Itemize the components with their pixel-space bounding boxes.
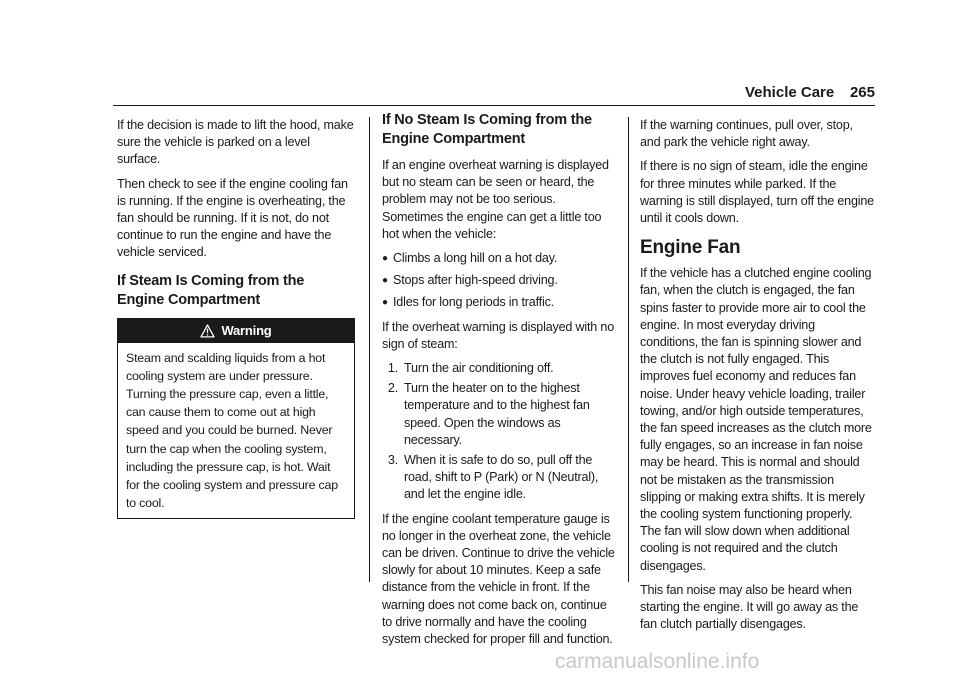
column-2 [382, 112, 618, 655]
section-heading: If No Steam Is Coming from the Engine Compartment [382, 112, 592, 147]
paragraph: If the warning continues, pull over, stop, and park the vehicle right away. [640, 118, 853, 150]
list-item: ● Stops after high-speed driving. [382, 272, 618, 289]
watermark: carmanualsonline.info [555, 650, 760, 673]
bullet-list [382, 250, 618, 312]
warning-header [118, 319, 354, 343]
paragraph: If the vehicle has a clutched engine cooling fan, when the clutch is engaged, the fan spins faster to provide more air to cool the engine. In most everyday driving conditions, the fan is spinning slower and the clutch is not fully engaged. This improves fuel economy and reduces fan noise. Under heavy vehicle loading, trailer towing, and/or high outside temperatures, the fan speed increases as the clutch more fully engages, so an increase in fan noise may be heard. This is normal and should not be mistaken as the transmission slipping or making extra shifts. It is merely the cooling system functioning properly. The fan will slow down when additional cooling is not required and the clutch disengages. [640, 266, 872, 573]
list-item: 3. When it is safe to do so, pull off the road, shift to P (Park) or N (Neutral), and let the engine idle. [387, 453, 599, 502]
paragraph: If there is no sign of steam, idle the engine for three minutes while parked. If the warning is still displayed, turn off the engine until it cools down. [640, 159, 874, 226]
column-divider [628, 117, 629, 582]
section-heading: Engine Fan [640, 237, 741, 259]
bullet-icon: ● [382, 253, 388, 265]
paragraph: If the overheat warning is displayed with no sign of steam: [382, 319, 615, 351]
warning-title: Warning [221, 323, 272, 339]
paragraph: If the engine coolant temperature gauge is no longer in the overheat zone, the vehicle can be driven. Continue to drive the vehicle slowly for about 10 minutes. Keep a safe distance from the vehicle in front. If the warning does not come back on, continue to drive normally and have the cooling system checked for proper fill and function. [382, 511, 615, 647]
warning-triangle-icon [200, 324, 215, 338]
warning-text: Steam and scalding liquids from a hot cooling system are under pressure. Turning the pressure cap, even a little, can cause them to come out at high speed and you could be burned. Never turn the cap when the cooling system, including the pressure cap, is hot. Wait for the cooling system and pressure cap to cool. [126, 350, 338, 511]
list-item: ● Climbs a long hill on a hot day. [382, 250, 618, 267]
paragraph: Then check to see if the engine cooling fan is running. If the engine is overheating, the fan should be running. If it is not, do not continue to run the engine and have the vehicle serviced. [117, 176, 348, 260]
header-rule [113, 105, 875, 106]
page-number: 265 [849, 84, 875, 101]
bullet-icon: ● [382, 275, 388, 287]
paragraph: If an engine overheat warning is displayed but no steam can be seen or heard, the problem may not be too serious. Sometimes the engine can get a little too hot when the vehicle: [382, 158, 609, 241]
list-item: 2. Turn the heater on to the highest temperature and to the highest fan speed. Open the windows as necessary. [387, 381, 590, 447]
paragraph: If the decision is made to lift the hood, make sure the vehicle is parked on a level surface. [117, 118, 354, 167]
bullet-icon: ● [382, 297, 388, 309]
column-3 [640, 117, 875, 640]
numbered-list [382, 360, 618, 504]
list-item: ● Idles for long periods in traffic. [382, 294, 618, 311]
warning-box [117, 318, 355, 520]
paragraph: This fan noise may also be heard when starting the engine. It will go away as the fan clutch partially disengages. [640, 582, 859, 632]
list-item: 1. Turn the air conditioning off. [387, 361, 554, 376]
column-divider [369, 117, 370, 582]
column-1 [117, 117, 355, 519]
section-title: Vehicle Care [745, 84, 835, 101]
section-heading: If Steam Is Coming from the Engine Compartment [117, 272, 305, 308]
page-header [745, 84, 875, 101]
